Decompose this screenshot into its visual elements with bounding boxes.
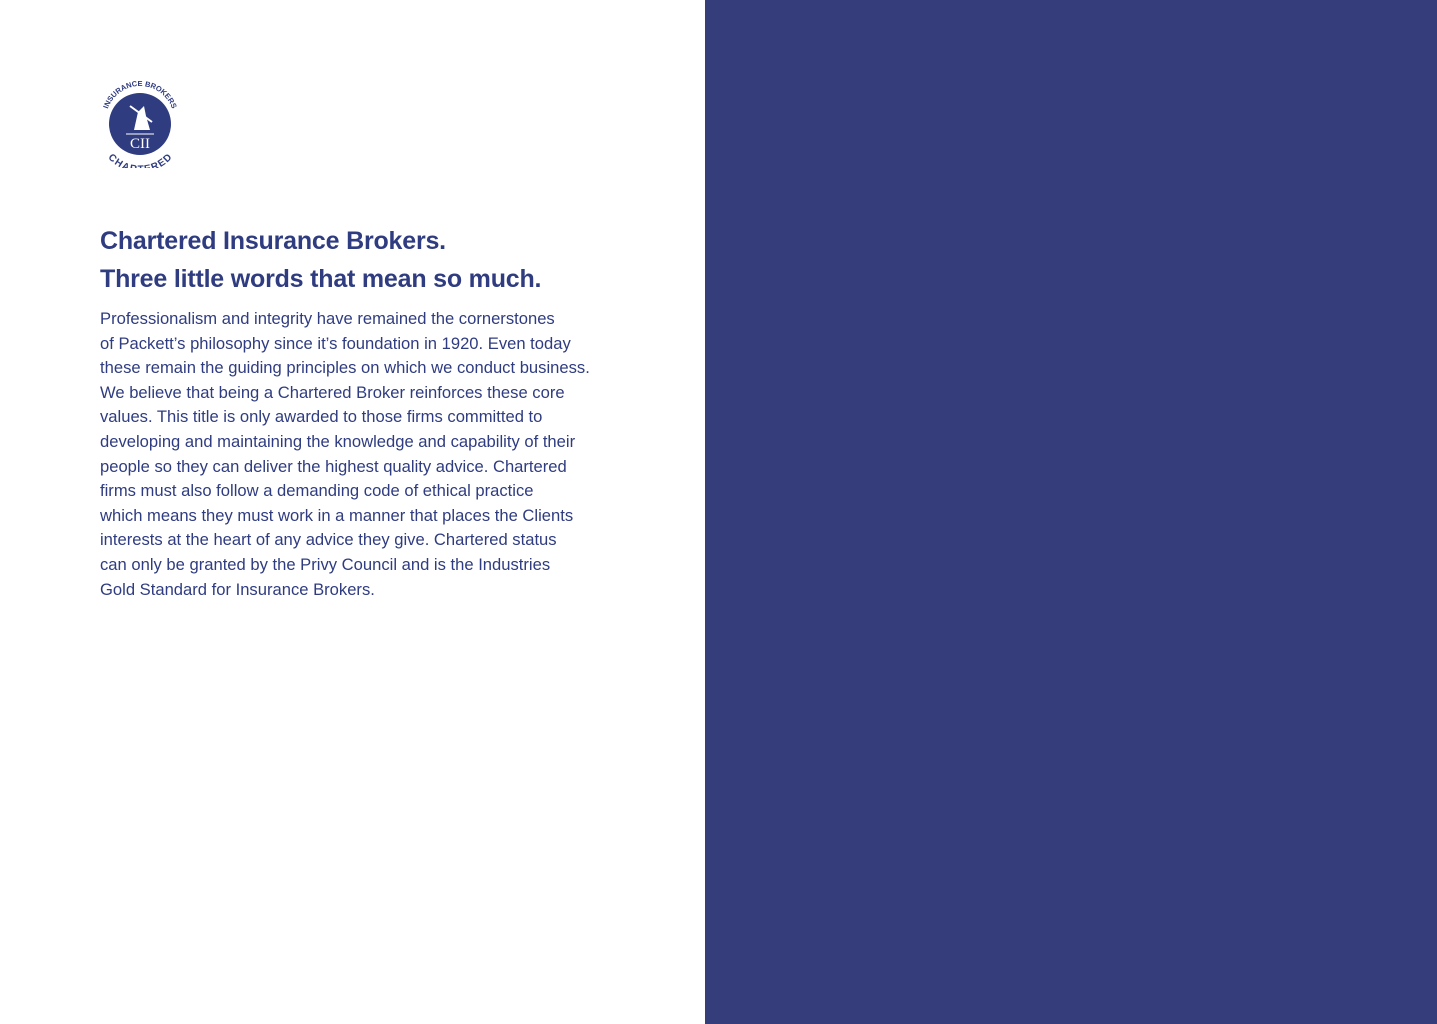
- body-line: interests at the heart of any advice they give. Chartered status: [100, 530, 557, 550]
- body-line: firms must also follow a demanding code of ethical practice: [100, 481, 534, 501]
- heading-line-1: Chartered Insurance Brokers.: [100, 227, 446, 255]
- body-line: Professionalism and integrity have remained the cornerstones: [100, 309, 555, 328]
- svg-text:CHARTERED: CHA RED: [105, 152, 175, 168]
- body-line: these remain the guiding principles on which we conduct business.: [100, 358, 590, 378]
- body-line: We believe that being a Chartered Broker reinforces these core: [100, 382, 565, 402]
- body-paragraph: [100, 307, 590, 602]
- page-heading: [100, 222, 541, 298]
- svg-text:INSURANCE BROKERS: INSURANCE BROKERS: [101, 78, 179, 110]
- body-line: can only be granted by the Privy Council and is the Industries: [100, 554, 551, 574]
- blue-side-panel: [705, 0, 1437, 1024]
- body-line: which means they must work in a manner that places the Clients: [100, 505, 574, 525]
- logo-center-text: CII: [130, 136, 150, 152]
- body-line: values. This title is only awarded to those firms committed to: [100, 407, 543, 427]
- body-line: people so they can deliver the highest quality advice. Chartered: [100, 456, 567, 476]
- body-line: developing and maintaining the knowledge and capability of their: [100, 431, 576, 451]
- body-line: Gold Standard for Insurance Brokers.: [100, 579, 375, 599]
- body-line: of Packett’s philosophy since it’s foundation in 1920. Even today: [100, 333, 571, 353]
- heading-line-2: Three little words that mean so much.: [100, 265, 542, 293]
- cii-chartered-logo: [96, 76, 184, 168]
